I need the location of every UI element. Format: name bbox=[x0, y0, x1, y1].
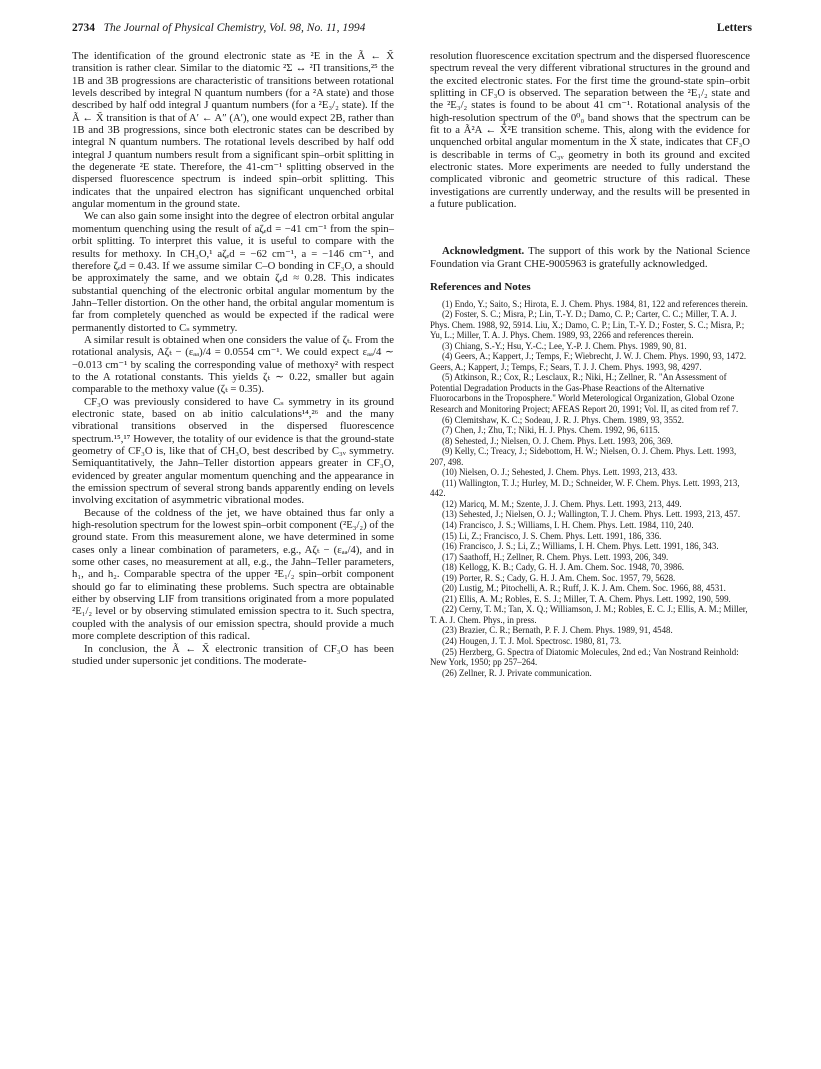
body-paragraph-continued: resolution fluorescence excitation spectrum and the dispersed fluorescence spectrum reveal the very different vibrational structures in the ground and the excited electronic states. For the first time the ground-state spin–orbit splitting in CF₃O is observed. The separation between the ²E₁/₂ state and the ²E₃/₂ states is found to be about 41 cm⁻¹. Rotational analysis of the high-resolution spectrum of the 0⁰₀ band shows that the spectrum can be fit to a Ã²A ← X̃²E transition scheme. This, along with the evidence for unquenched orbital angular momentum in the X̃ state, indicates that CF₃O is describable in terms of C₃ᵥ geometry in both its ground and excited electronic states. More experiments are needed to fully understand the complicated vibronic and geometric structure of this radical. These investigations are currently underway, and the results will be presented in a future publication. bbox=[430, 50, 750, 211]
acknowledgment-heading: Acknowledgment. bbox=[442, 245, 525, 258]
reference-item: (4) Geers, A.; Kappert, J.; Temps, F.; Wiebrecht, J. W. J. Chem. Phys. 1990, 93, 1472. Geers, A.; Kappert, J.; Temps, F.; Sears, T. J. J. Chem. Phys. 1993, 98, 4297. bbox=[430, 351, 747, 372]
references-heading: References and Notes bbox=[430, 281, 531, 294]
reference-item: (25) Herzberg, G. Spectra of Diatomic Molecules, 2nd ed.; Van Nostrand Reinhold: New York, 1950; pp 257–264. bbox=[430, 646, 739, 668]
body-paragraph: The identification of the ground electronic state as ²E in the Ã ← X̃ transition is rather clear. Similar to the diatomic ²Σ ↔ ²Π transitions,²⁵ the 1B and 3B progressions are characteristic of transitions between rotational levels described by integral N quantum numbers (for a ²A state) and those described by half odd integral J quantum numbers (for a ²E₃/₂ state). If the Ã ← X̃ transition is that of A′ ← A″ (A′), one would expect 2B, rather than 1B and 3B progressions, since both electronic states can be described by integral N quantum numbers. The rotational levels described by half odd integral J quantum numbers result from a significant spin–orbit splitting in the degenerate ²E state. Therefore, the 41-cm⁻¹ splitting observed in the dispersed fluorescence spectrum is indeed spin–orbit splitting. This indicates that the unpaired electron has significant unquenched orbital angular momentum in the ground state. bbox=[72, 50, 394, 211]
reference-item: (13) Sehested, J.; Nielsen, O. J.; Wallington, T. J. Chem. Phys. Lett. 1993, 213, 457. bbox=[442, 509, 741, 520]
body-paragraph: CF₃O was previously considered to have Cₛ symmetry in its ground electronic state, based on ab initio calculations¹⁴,²⁶ and the many vibrational transitions observed in the dispersed fluorescence spectrum.¹⁵,¹⁷ However, the totality of our evidence is that the ground-state geometry of CF₃O is, like that of CH₃O, best described by C₃ᵥ symmetry. Semiquantitatively, the Jahn–Teller distortion appears greater in CF₃O, evidenced by greater angular momentum quenching and the appearance in the emission spectrum of several strong bands apparently ending on levels involving excitation of asymmetric vibrational modes. bbox=[72, 395, 394, 507]
reference-item: (15) Li, Z.; Francisco, J. S. Chem. Phys. Lett. 1991, 186, 336. bbox=[442, 530, 662, 541]
reference-item: (22) Cerny, T. M.; Tan, X. Q.; Williamson, J. M.; Robles, E. C. J.; Ellis, A. M.; Miller, T. A. J. Chem. Phys., in press. bbox=[430, 604, 748, 625]
reference-item: (17) Saathoff, H.; Zellner, R. Chem. Phys. Lett. 1993, 206, 349. bbox=[442, 551, 669, 562]
reference-item: (1) Endo, Y.; Saito, S.; Hirota, E. J. Chem. Phys. 1984, 81, 122 and references therein. bbox=[442, 298, 748, 309]
reference-item: (14) Francisco, J. S.; Williams, I. H. Chem. Phys. Lett. 1984, 110, 240. bbox=[442, 519, 694, 530]
right-column bbox=[430, 50, 750, 678]
reference-item: (20) Lustig, M.; Pitochelli, A. R.; Ruff, J. K. J. Am. Chem. Soc. 1966, 88, 4531. bbox=[442, 583, 726, 594]
left-column bbox=[72, 50, 394, 667]
reference-item: (21) Ellis, A. M.; Robles, E. S. J.; Miller, T. A. Chem. Phys. Lett. 1992, 190, 599. bbox=[442, 593, 731, 604]
reference-item: (11) Wallington, T. J.; Hurley, M. D.; Schneider, W. F. Chem. Phys. Lett. 1993, 213, 442. bbox=[430, 477, 740, 499]
reference-item: (23) Brazier, C. R.; Bernath, P. F. J. Chem. Phys. 1989, 91, 4548. bbox=[442, 625, 673, 636]
reference-item: (12) Maricq, M. M.; Szente, J. J. Chem. Phys. Lett. 1993, 213, 449. bbox=[442, 498, 682, 509]
header-left bbox=[72, 22, 365, 34]
acknowledgment bbox=[430, 245, 750, 270]
reference-item: (3) Chiang, S.-Y.; Hsu, Y.-C.; Lee, Y.-P. J. Chem. Phys. 1989, 90, 81. bbox=[442, 340, 687, 351]
body-paragraph: A similar result is obtained when one considers the value of ζₜ. From the rotational analysis, Aζₜ − (εₐₐ)/4 = 0.0554 cm⁻¹. We could expect εₐₐ/4 ∼ −0.013 cm⁻¹ by scaling the corresponding value of methoxy² with respect to the A rotational constants. This yields ζₜ ∼ 0.22, smaller but again comparable to the methoxy value (ζₜ = 0.35). bbox=[72, 333, 394, 396]
reference-item: (8) Sehested, J.; Nielsen, O. J. Chem. Phys. Lett. 1993, 206, 369. bbox=[442, 435, 673, 446]
reference-item: (18) Kellogg, K. B.; Cady, G. H. J. Am. Chem. Soc. 1948, 70, 3986. bbox=[442, 562, 684, 573]
acknowledgment-text: The support of this work by the National Science Foundation via Grant CHE-9005963 is gratefully acknowledged. bbox=[430, 245, 750, 270]
reference-item: (5) Atkinson, R.; Cox, R.; Lesclaux, R.; Niki, H.; Zellner, R. "An Assessment of Potential Degradation Products in the Gas-Phase Reactions of the Alternative Fluorocarbons in the Troposphere." World Meterological Organization, Global Ozone Research and Monitoring Project; AFEAS Report 20, 1991; Vol. II, as cited from ref 7. bbox=[430, 372, 739, 414]
journal-citation: The Journal of Physical Chemistry, Vol. 98, No. 11, 1994 bbox=[103, 22, 366, 34]
section-label: Letters bbox=[716, 22, 752, 34]
reference-item: (6) Clemitshaw, K. C.; Sodeau, J. R. J. Phys. Chem. 1989, 93, 3552. bbox=[442, 414, 685, 425]
reference-item: (19) Porter, R. S.; Cady, G. H. J. Am. Chem. Soc. 1957, 79, 5628. bbox=[442, 572, 676, 583]
page-number: 2734 bbox=[72, 22, 95, 34]
body-paragraph: In conclusion, the Ã ← X̃ electronic transition of CF₃O has been studied under supersonic jet conditions. The moderate- bbox=[72, 642, 394, 667]
reference-item: (9) Kelly, C.; Treacy, J.; Sidebottom, H. W.; Nielsen, O. J. Chem. Phys. Lett. 1993, 207, 498. bbox=[430, 446, 737, 467]
reference-item: (10) Nielsen, O. J.; Sehested, J. Chem. Phys. Lett. 1993, 213, 433. bbox=[442, 467, 678, 478]
reference-item: (24) Hougen, J. T. J. Mol. Spectrosc. 1980, 81, 73. bbox=[442, 636, 622, 646]
reference-item: (7) Chen, J.; Zhu, T.; Niki, H. J. Phys. Chem. 1992, 96, 6115. bbox=[442, 425, 660, 436]
running-header bbox=[72, 22, 752, 38]
body-paragraph: Because of the coldness of the jet, we have obtained thus far only a high-resolution spectrum for the lowest spin–orbit component (²E₃/₂) of the ground state. From this measurement alone, we have determined in some cases only a linear combination of parameters, e.g., Aζₜ − (εₐₐ/4), and in some other cases, no measurement at all, e.g., the Jahn–Teller parameters, h₁, and h₂. Comparable spectra of the upper ²E₁/₂ spin–orbit component should go far to eliminating these problems. Such spectra are obtainable either by observing LIF from transitions originated from a more populated ²E₁/₂ level or by observing stimulated emission spectra to it. Such spectra, coupled with the analysis of our emission spectra, should provide a much more complete description of this radical. bbox=[72, 506, 395, 643]
reference-list bbox=[430, 299, 750, 679]
reference-item: (16) Francisco, J. S.; Li, Z.; Williams, I. H. Chem. Phys. Lett. 1991, 186, 343. bbox=[442, 541, 719, 552]
body-paragraph: We can also gain some insight into the degree of electron orbital angular momentum quenching using the result of aζₑd = −41 cm⁻¹ from the spin–orbit splitting. To interpret this value, it is useful to compare with the results for methoxy. In CH₃O,¹ aζₑd = −62 cm⁻¹, a = −146 cm⁻¹, and therefore ζₑd = 0.43. If we assume similar C–O bonding in CF₃O, a should be approximately the same, and we obtain ζₑd ≈ 0.28. This indicates substantial quenching of the electronic orbital angular momentum by the Jahn–Teller distortion. On the other hand, the orbital angular momentum is far from completely quenched as would be expected if the radical were permanently distorted to Cₛ symmetry. bbox=[72, 210, 394, 334]
reference-item: (26) Zellner, R. J. Private communication. bbox=[442, 667, 592, 678]
reference-item: (2) Foster, S. C.; Misra, P.; Lin, T.-Y. D.; Damo, C. P.; Carter, C. C.; Miller, T. A. J. Phys. Chem. 1988, 92, 5914. Liu, X.; Damo, C. P.; Lin, T.-Y. D.; Foster, S. C.; Misra, P.; Yu, L.; Miller, T. A. J. Phys. Chem. 1989, 93, 2266 and references therein. bbox=[430, 309, 745, 341]
